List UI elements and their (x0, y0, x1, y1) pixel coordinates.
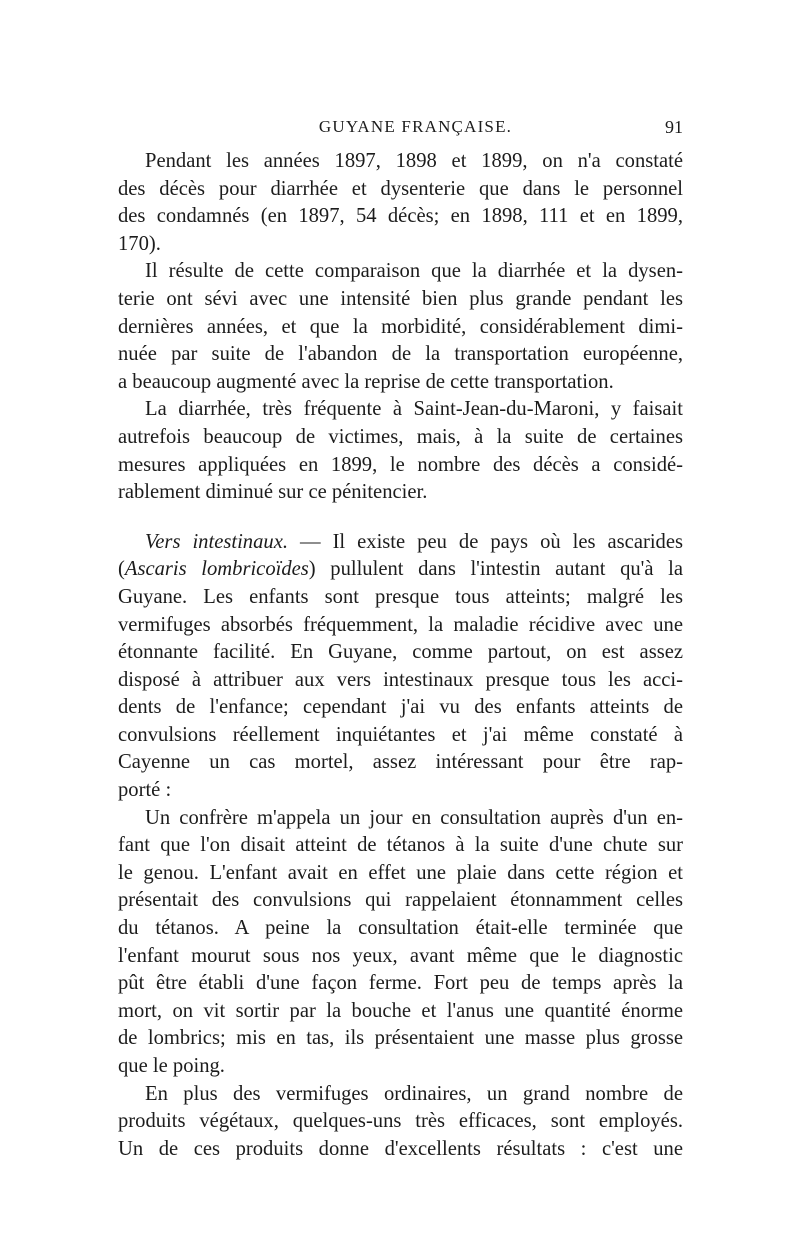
text-line: Guyane. Les enfants sont presque tous atteints; malgré les (118, 585, 683, 608)
text-line: présentait des convulsions qui rappelaient étonnamment celles (118, 889, 683, 912)
text-line: le genou. L'enfant avait en effet une plaie dans cette région et (118, 861, 683, 884)
text-line: autrefois beaucoup de victimes, mais, à la suite de certaines (118, 425, 683, 448)
text-line: l'enfant mourut sous nos yeux, avant même que le diagnostic (118, 944, 683, 967)
text-segment: pullulent dans l'intestin autant qu'à la (315, 558, 684, 581)
section-gap (118, 507, 683, 529)
text-line: Un confrère m'appela un jour en consultation auprès d'un en- (145, 806, 683, 829)
text-line: nuée par suite de l'abandon de la transportation européenne, (118, 343, 683, 366)
text-line: du tétanos. A peine la consultation était-elle terminée que (118, 917, 683, 940)
text-line: disposé à attribuer aux vers intestinaux presque tous les acci- (118, 668, 683, 691)
text-line: mesures appliquées en 1899, le nombre des décès a considé- (118, 453, 683, 476)
page-number: 91 (665, 117, 683, 137)
text-line: Cayenne un cas mortel, assez intéressant pour être rap- (118, 751, 683, 774)
text-line: porté : (118, 779, 172, 802)
text-line: a beaucoup augmenté avec la reprise de cette transportation. (118, 370, 614, 393)
text-line: En plus des vermifuges ordinaires, un grand nombre de (145, 1082, 683, 1105)
text-line: Pendant les années 1897, 1898 et 1899, on n'a constaté (145, 150, 683, 172)
body-text (118, 148, 683, 1163)
running-title: GUYANE FRANÇAISE. (318, 117, 513, 136)
paragraph-vers-intestinaux (118, 529, 683, 805)
text-line: Il résulte de cette comparaison que la diarrhée et la dysen- (145, 260, 683, 283)
paragraph-6 (118, 1081, 683, 1164)
text-line: Un de ces produits donne d'excellents résultats : c'est une (118, 1137, 683, 1160)
text-line: dernières années, et que la morbidité, considérablement dimi- (118, 315, 683, 338)
text-line: terie ont sévi avec une intensité bien plus grande pendant les (118, 287, 683, 310)
text-segment: — Il existe peu de pays où les ascarides (287, 530, 683, 553)
text-line (118, 529, 683, 557)
text-line: produits végétaux, quelques-uns très efficaces, sont employés. (118, 1110, 683, 1133)
paragraph-3 (118, 396, 683, 506)
paragraph-2 (118, 258, 683, 396)
running-head (118, 117, 683, 143)
text-line: que le poing. (118, 1055, 225, 1077)
species-name: Ascaris lombricoïdes (124, 558, 309, 581)
text-line: des décès pour diarrhée et dysenterie que dans le personnel (118, 177, 683, 200)
paragraph-1 (118, 148, 683, 258)
text-line: (Ascaris lombricoïdes) pullulent dans l'intestin autant qu'à la (118, 558, 684, 581)
text-line: dents de l'enfance; cependant j'ai vu des enfants atteints de (118, 696, 683, 719)
text-line: de lombrics; mis en tas, ils présentaient une masse plus grosse (118, 1027, 683, 1050)
text-line: 170). (118, 232, 161, 255)
text-line: étonnante facilité. En Guyane, comme partout, on est assez (118, 641, 683, 664)
text-line: fant que l'on disait atteint de tétanos à la suite d'une chute sur (118, 834, 683, 857)
text-line: convulsions réellement inquiétantes et j'ai même constaté à (118, 723, 683, 746)
section-heading: Vers intestinaux. (145, 530, 288, 553)
text-line: rablement diminué sur ce pénitencier. (118, 481, 428, 504)
paragraph-5 (118, 805, 683, 1081)
text-line: vermifuges absorbés fréquemment, la maladie récidive avec une (118, 613, 683, 636)
text-line: mort, on vit sortir par la bouche et l'anus une quantité énorme (118, 999, 683, 1022)
text-line: La diarrhée, très fréquente à Saint-Jean-du-Maroni, y faisait (145, 398, 683, 421)
text-line: des condamnés (en 1897, 54 décès; en 1898, 111 et en 1899, (118, 205, 683, 228)
text-line: pût être établi d'une façon ferme. Fort peu de temps après la (118, 972, 683, 995)
